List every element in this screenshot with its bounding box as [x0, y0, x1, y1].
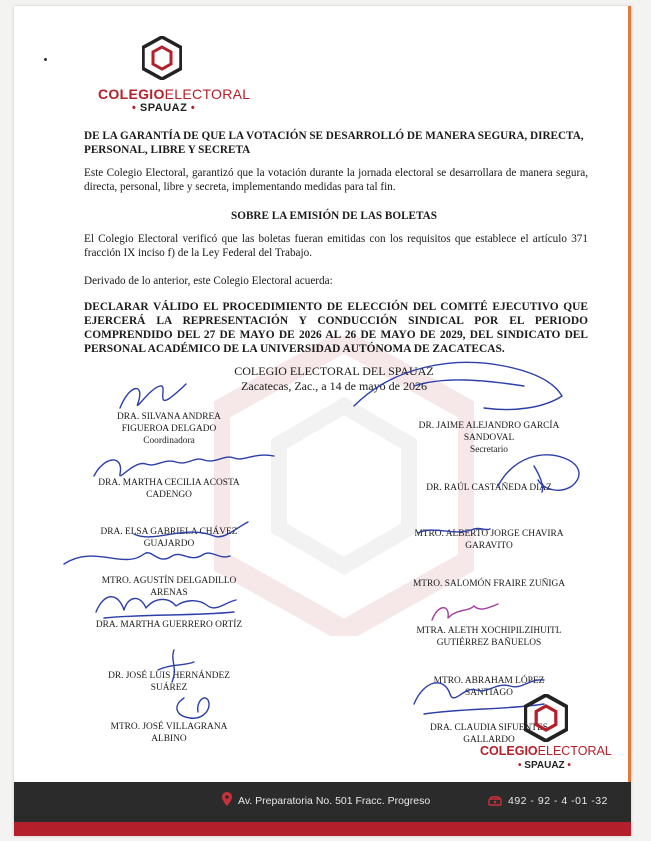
signatory-right-3: MTRO. ALBERTO JORGE CHAVIRA GARAVITO: [414, 529, 564, 551]
signatory-left-5: DRA. MARTHA GUERRERO ORTÍZ: [95, 620, 243, 630]
signatory-right-1: DR. JAIME ALEJANDRO GARCÍA SANDOVAL Secretario: [418, 421, 560, 455]
logo-name: COLEGIOELECTORAL: [98, 86, 251, 102]
footer-phone: 492 - 92 - 4 -01 -32: [508, 795, 608, 807]
signatory-right-2: DR. RAÚL CASTAÑEDA DIAZ: [426, 483, 552, 493]
location-pin-icon: [222, 792, 232, 806]
signatory-right-7: DRA. CLAUDIA SIFUENTES GALLARDO: [430, 723, 548, 745]
colegio-electoral-logo-icon: [142, 36, 182, 80]
signatory-left-6: DR. JOSÉ LUIS HERNÁNDEZ SUÁREZ: [108, 671, 230, 693]
resolution-text: DECLARAR VÁLIDO EL PROCEDIMIENTO DE ELECCIÓN DEL COMITÉ EJECUTIVO QUE EJERCERÁ LA REPRESENTACIÓN Y CONDUCCIÓN SINDICAL POR EL PERIODO COMPRENDIDO DEL 27 DE MAYO DE 2026 AL 26 DE MAYO DE 2029, DEL SINDICATO DEL PERSONAL ACADÉMICO DE LA UNIVERSIDAD AUTÓNOMA DE ZACATECAS.: [84, 301, 588, 355]
logo-sub: • SPAUAZ •: [132, 102, 196, 114]
logo-bottom-sub: • SPAUAZ •: [518, 760, 571, 771]
signatory-right-4: MTRO. SALOMÓN FRAIRE ZUÑIGA: [412, 579, 566, 589]
footer-address: Av. Preparatoria No. 501 Fracc. Progreso: [238, 795, 431, 807]
section-heading-guarantee: DE LA GARANTÍA DE QUE LA VOTACIÓN SE DESARROLLÓ DE MANERA SEGURA, DIRECTA, PERSONAL, LIBRE Y SECRETA: [84, 130, 584, 156]
signatory-left-2: DRA. MARTHA CECILIA ACOSTA CADENGO: [98, 478, 240, 500]
document-page: [14, 6, 631, 836]
colegio-electoral-logo-bottom-icon: [524, 694, 568, 742]
section-body-guarantee: Este Colegio Electoral, garantizó que la votación durante la jornada electoral se desarrollara de manera segura, directa, personal, libre y secreta, implementando medidas para tal fin.: [84, 167, 588, 193]
section-heading-ballots: SOBRE LA EMISIÓN DE LAS BOLETAS: [231, 210, 437, 222]
signatory-left-3: DRA. ELSA GABRIELA CHÁVEZ GUAJARDO: [100, 527, 238, 549]
section-body-ballots: El Colegio Electoral verificó que las boletas fueran emitidas con los requisitos que establece el artículo 371 fracción IX inciso f) de la Ley Federal del Trabajo.: [84, 233, 588, 259]
closing-org: COLEGIO ELECTORAL DEL SPAUAZ: [234, 364, 434, 378]
signatory-right-6: MTRO. ABRAHAM LÓPEZ SANTIAGO: [433, 676, 545, 698]
closing-place-date: Zacatecas, Zac., a 14 de mayo de 2026: [241, 379, 427, 393]
signatory-left-7: MTRO. JOSÉ VILLAGRANA ALBINO: [110, 722, 228, 744]
signatory-left-1: DRA. SILVANA ANDREA FIGUEROA DELGADO Coordinadora: [117, 412, 221, 446]
phone-icon: [488, 795, 502, 806]
agreement-intro: Derivado de lo anterior, este Colegio Electoral acuerda:: [84, 275, 333, 287]
signatory-left-4: MTRO. AGUSTÍN DELGADILLO ARENAS: [101, 576, 237, 598]
signatory-right-5: MTRA. ALETH XOCHIPILZIHUITL GUTIÉRREZ BAÑUELOS: [416, 626, 562, 648]
page-edge: [628, 6, 631, 836]
logo-bottom-name: COLEGIOELECTORAL: [480, 744, 612, 758]
stray-mark: [44, 58, 47, 61]
footer-red-strip: [14, 822, 631, 836]
